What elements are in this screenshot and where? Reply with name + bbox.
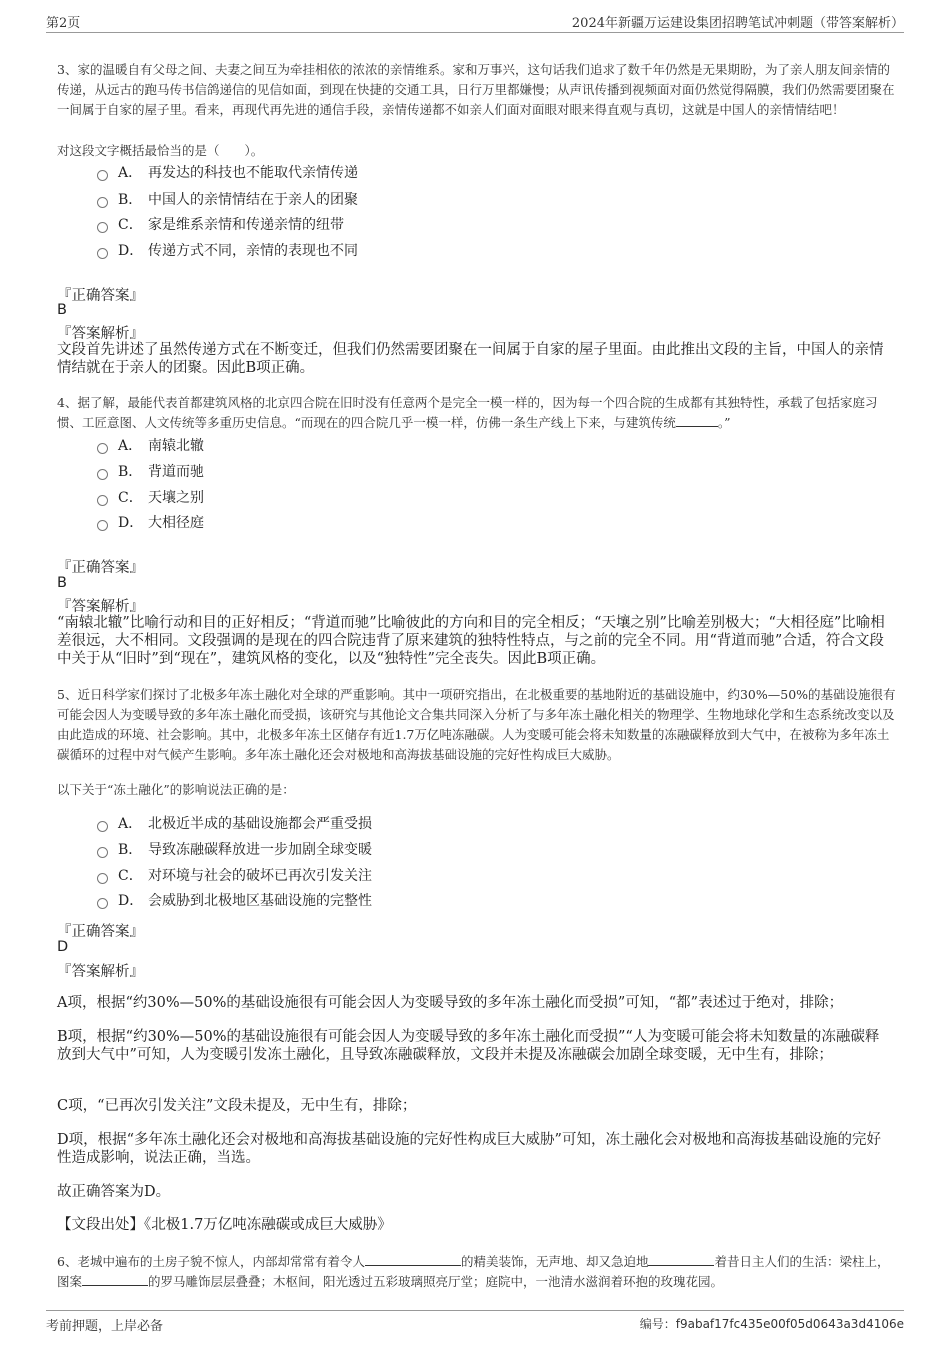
option-key: B． (118, 464, 143, 480)
q4-answer-label: 『正确答案』 (57, 560, 144, 576)
q5-analysis-a: A项，根据“约30%—50%的基础设施很有可能会因人为变暖导致的多年冻土融化而受损”可知，“都”表述过于绝对，排除； (57, 995, 844, 1011)
radio-icon[interactable] (97, 170, 108, 181)
option-text: 北极近半成的基础设施都会严重受损 (148, 816, 372, 832)
q4-option-b[interactable] (97, 459, 204, 483)
radio-icon[interactable] (97, 520, 108, 531)
q3-answer: B (57, 302, 67, 318)
option-key: A． (118, 165, 143, 181)
radio-icon[interactable] (97, 847, 108, 858)
q3-analysis: 文段首先讲述了虽然传递方式在不断变迁，但我们仍然需要团聚在一间属于自家的屋子里面。由此推出文段的主旨，中国人的亲情情结就在于亲人的团聚。因此B项正确。 (57, 342, 884, 376)
q4-analysis: “南辕北辙”比喻行动和目的正好相反；“背道而驰”比喻彼此的方向和目的完全相反；“天壤之别”比喻差别极大；“大相径庭”比喻相差很远，大不相同。文段强调的是现在的四合院违背了原来建筑的独特性特点，与之前的完全不同。用“背道而驰”合适，符合文段中关于从“旧时”到“现在”，建筑风格的变化，以及“独特性”完全丧失。因此B项正确。 (57, 615, 885, 667)
option-text: 对环境与社会的破坏已再次引发关注 (148, 868, 372, 884)
radio-icon[interactable] (97, 197, 108, 208)
q5-answer: D (57, 939, 69, 955)
q5-analysis-label: 『答案解析』 (57, 964, 144, 980)
option-key: C． (118, 490, 143, 506)
option-text: 背道而驰 (148, 464, 204, 480)
fill-blank (676, 414, 718, 427)
q4-stem-end: 。” (717, 415, 731, 430)
option-key: B． (118, 192, 143, 208)
q6-text-4: 的罗马雕饰层层叠叠；木枢间，阳光透过五彩玻璃照亮厅堂；庭院中，一池清水滋润着环抱的玫瑰花园。 (148, 1274, 724, 1289)
q5-option-c[interactable] (97, 863, 372, 887)
radio-icon[interactable] (97, 898, 108, 909)
footer-slogan: 考前押题，上岸必备 (46, 1319, 164, 1334)
q5-stem: 5、近日科学家们探讨了北极多年冻土融化对全球的严重影响。其中一项研究指出，在北极重要的基地附近的基础设施中，约30%—50%的基础设施很有可能会因人为变暖导致的多年冻土融化而受损，该研究与其他论文合集共同深入分析了与多年冻土融化相关的物理学、生物地球化学和生态系统改变以及由此造成的环境、社会影响。其中，北极多年冻土区储存有近1.7万亿吨冻融碳。人为变暖可能会将未知数量的冻融碳释放到大气中，在被称为多年冻土碳循环的过程中对气候产生影响。多年冻土融化还会对极地和高海拔基础设施的完好性构成巨大威胁。 (57, 687, 896, 762)
fill-blank (82, 1273, 148, 1286)
option-text: 大相径庭 (148, 515, 204, 531)
option-key: A． (118, 438, 143, 454)
option-text: 天壤之别 (148, 490, 204, 506)
page-number: 第2页 (46, 16, 81, 31)
q6-text-2: 的精美装饰，无声地、却又急迫地 (460, 1254, 649, 1269)
radio-icon[interactable] (97, 821, 108, 832)
q5-analysis-d: D项，根据“多年冻土融化还会对极地和高海拔基础设施的完好性构成巨大威胁”可知，冻土融化会对极地和高海拔基础设施的完好性造成影响，说法正确，当选。 (57, 1132, 881, 1166)
q4-option-a[interactable] (97, 433, 204, 457)
radio-icon[interactable] (97, 222, 108, 233)
q3-option-d[interactable] (97, 238, 358, 262)
q3-prompt: 对这段文字概括最恰当的是（ ）。 (57, 143, 264, 158)
fill-blank (365, 1253, 461, 1266)
q5-prompt: 以下关于“冻土融化”的影响说法正确的是： (57, 782, 295, 797)
radio-icon[interactable] (97, 873, 108, 884)
q5-analysis-c: C项，“已再次引发关注”文段未提及，无中生有，排除； (57, 1098, 417, 1114)
option-key: D． (118, 243, 144, 259)
option-text: 传递方式不同，亲情的表现也不同 (148, 243, 358, 259)
option-text: 家是维系亲情和传递亲情的纽带 (148, 217, 344, 233)
option-text: 会威胁到北极地区基础设施的完整性 (148, 893, 372, 909)
option-key: D． (118, 515, 144, 531)
page-header (46, 10, 904, 33)
q5-answer-label: 『正确答案』 (57, 924, 144, 940)
q5-option-a[interactable] (97, 811, 372, 835)
page-footer (46, 1310, 904, 1333)
option-text: 南辕北辙 (148, 438, 204, 454)
q3-option-a[interactable] (97, 160, 358, 184)
q5-source: 【文段出处】《北极1.7万亿吨冻融碳或成巨大威胁》 (57, 1217, 392, 1233)
document-title: 2024年新疆万运建设集团招聘笔试冲刺题（带答案解析） (571, 16, 904, 31)
q5-option-d[interactable] (97, 888, 372, 912)
radio-icon[interactable] (97, 248, 108, 259)
option-key: D． (118, 893, 144, 909)
option-text: 导致冻融碳释放进一步加剧全球变暖 (148, 842, 372, 858)
option-text: 中国人的亲情情结在于亲人的团聚 (148, 192, 358, 208)
option-text: 再发达的科技也不能取代亲情传递 (148, 165, 358, 181)
q4-stem (57, 393, 897, 433)
document-code: 编号：f9abaf17fc435e00f05d0643a3d4106e (639, 1317, 904, 1331)
q3-answer-label: 『正确答案』 (57, 288, 144, 304)
radio-icon[interactable] (97, 495, 108, 506)
q3-stem: 3、家的温暖自有父母之间、夫妻之间互为牵挂相依的浓浓的亲情维系。家和万事兴，这句话我们追求了数千年仍然是无果期盼，为了亲人朋友间亲情的传递，从远古的跑马传书信鸽递信的见信如面，到现在快捷的交通工具，日行万里都嫌慢；从声讯传播到视频面对面仍然觉得隔膜，我们仍然需要团聚在一间属于自家的屋子里。看来，再现代再先进的通信手段，亲情传递都不如亲人们面对面眼对眼来得直观与真切，这就是中国人的亲情情结吧！ (57, 62, 895, 117)
q6-stem (57, 1252, 897, 1292)
q3-analysis-label: 『答案解析』 (57, 326, 144, 342)
q6-text-1: 6、老城中遍布的土房子貌不惊人，内部却常常有着令人 (57, 1254, 365, 1269)
q5-conclusion: 故正确答案为D。 (57, 1184, 171, 1200)
option-key: C． (118, 217, 143, 233)
q3-option-c[interactable] (97, 212, 344, 236)
q5-analysis-b: B项，根据“约30%—50%的基础设施很有可能会因人为变暖导致的多年冻土融化而受损”“人为变暖可能会将未知数量的冻融碳释放到大气中”可知，人为变暖引发冻土融化，且导致冻融碳释放，文段并未提及冻融碳会加剧全球变暖，无中生有，排除； (57, 1029, 880, 1063)
radio-icon[interactable] (97, 443, 108, 454)
q4-option-c[interactable] (97, 485, 204, 509)
q4-option-d[interactable] (97, 510, 204, 534)
q6-text-3: 着昔日主人们的生活：梁柱上，图案 (57, 1254, 890, 1289)
q4-answer: B (57, 575, 67, 591)
option-key: A． (118, 816, 143, 832)
q3-option-b[interactable] (97, 187, 358, 211)
option-key: B． (118, 842, 143, 858)
radio-icon[interactable] (97, 469, 108, 480)
option-key: C． (118, 868, 143, 884)
q4-analysis-label: 『答案解析』 (57, 599, 144, 615)
q4-stem-text: 4、据了解，最能代表首都建筑风格的北京四合院在旧时没有任意两个是完全一模一样的，因为每一个四合院的生成都有其独特性，承载了包括家庭习惯、工匠意图、人文传统等多重历史信息。“而现在的四合院几乎一模一样，仿佛一条生产线上下来，与建筑传统 (57, 395, 878, 430)
fill-blank (648, 1253, 714, 1266)
q5-option-b[interactable] (97, 837, 372, 861)
